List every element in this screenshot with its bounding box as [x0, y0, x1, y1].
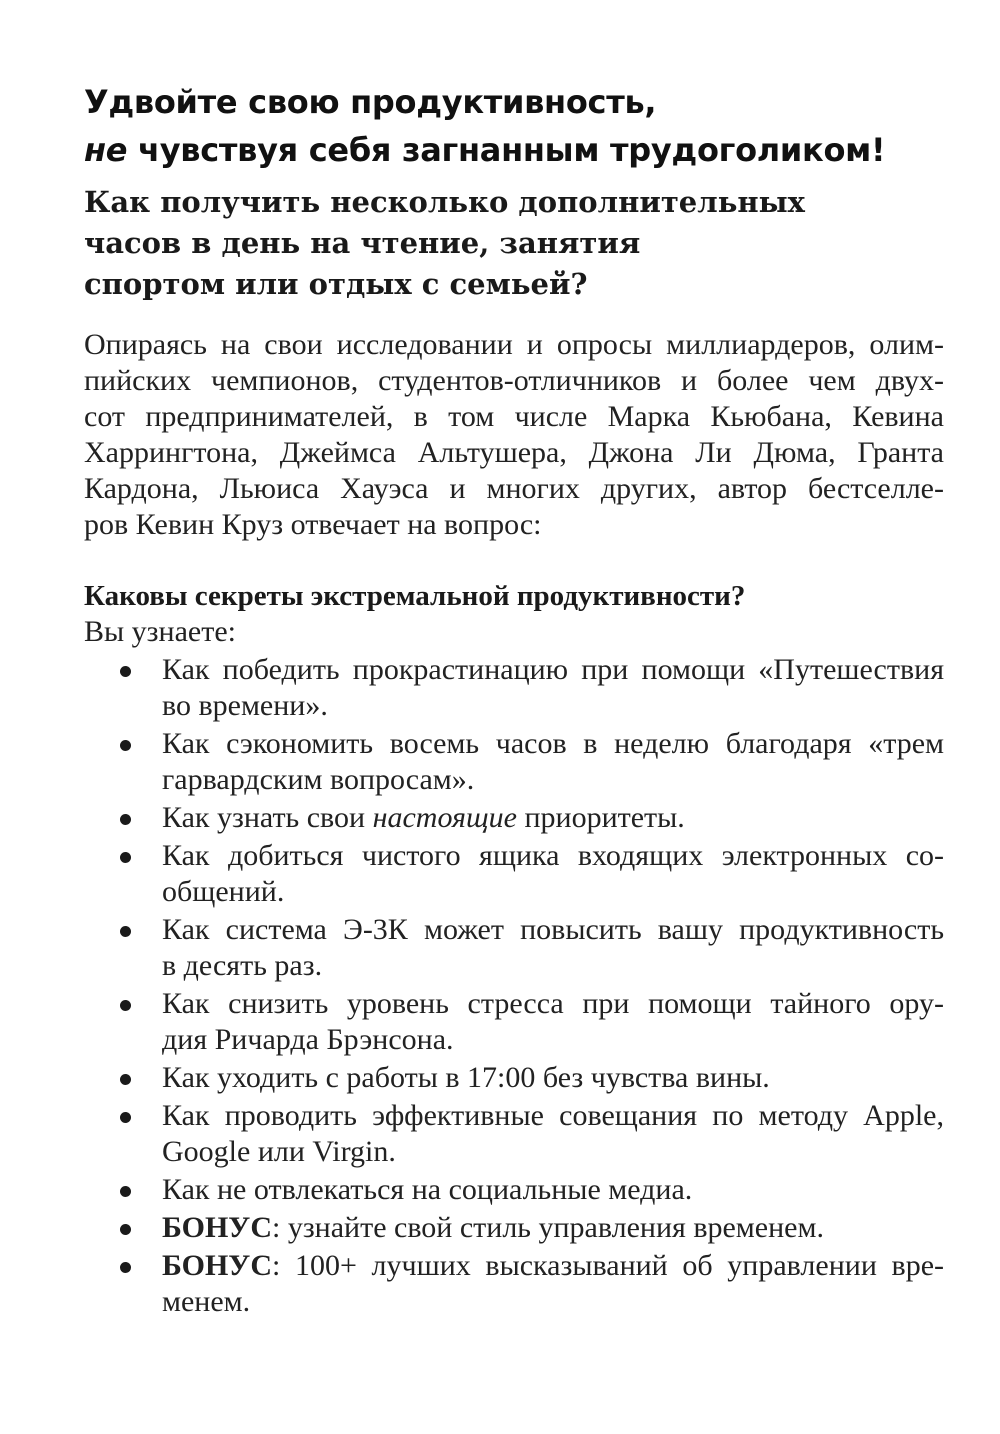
bullet-icon: [120, 1000, 131, 1011]
list-item-line-1: [162, 1248, 944, 1284]
bullet-icon: [120, 814, 131, 825]
headline-line-2-rest: чувствуя себя загнанным трудоголиком!: [127, 131, 886, 169]
bullet-icon: [120, 852, 131, 863]
subheadline: [84, 182, 944, 305]
learn-label: Вы узнаете:: [84, 615, 236, 648]
list-item: [120, 800, 944, 836]
list-item-line-2: Google или Virgin.: [162, 1135, 396, 1168]
list-item-line-1: Как система Э-3К может повысить вашу продуктивность: [162, 913, 944, 946]
list-item-line-1: Как уходить с работы в 17:00 без чувства вины.: [162, 1061, 770, 1094]
intro-line-4: Харрингтона, Джеймса Альтушера, Джона Ли Дюма, Гранта: [84, 436, 944, 469]
headline-emphasis: не: [84, 131, 128, 169]
list-item-line-2: во времени».: [162, 689, 328, 722]
list-item-line-2: в десять раз.: [162, 949, 323, 982]
list-item-text-pre: Как узнать свои: [162, 801, 373, 834]
list-item: [120, 1210, 944, 1246]
list-item-line-2: дия Ричарда Брэнсона.: [162, 1023, 454, 1056]
headline: [84, 78, 964, 174]
subheadline-line-3: спортом или отдых с семьей?: [84, 267, 588, 301]
bullet-icon: [120, 1112, 131, 1123]
list-item: [120, 1172, 944, 1208]
bonus-label: БОНУС: [162, 1249, 272, 1282]
list-item-line-1: Как сэкономить восемь часов в неделю благодаря «трем: [162, 727, 944, 760]
list-item-line-1: Как не отвлекаться на социальные медиа.: [162, 1173, 693, 1206]
list-item: [120, 1060, 944, 1096]
subheadline-line-1: Как получить несколько дополнительных: [84, 185, 805, 219]
list-item: [120, 726, 944, 798]
list-item-line-2: гарвардским вопросам».: [162, 763, 475, 796]
intro-line-6: ров Кевин Круз отвечает на вопрос:: [84, 508, 542, 541]
bullet-icon: [120, 1262, 131, 1273]
intro-line-5: Кардона, Льюиса Хауэса и многих других, автор бестселле-: [84, 472, 944, 505]
intro-line-3: сот предпринимателей, в том числе Марка Кьюбана, Кевина: [84, 400, 944, 433]
list-item: [120, 986, 944, 1058]
list-item-line-2: менем.: [162, 1285, 251, 1318]
list-item-line-1: Как снизить уровень стресса при помощи тайного ору-: [162, 987, 944, 1020]
list-item-text-post: приоритеты.: [516, 801, 685, 834]
bonus-label: БОНУС: [162, 1211, 272, 1244]
list-item-emphasis: настоящие: [372, 801, 517, 834]
bullet-icon: [120, 1224, 131, 1235]
list-item-line-1: [162, 1210, 944, 1246]
bullet-icon: [120, 1186, 131, 1197]
intro-line-1: Опираясь на свои исследовании и опросы миллиардеров, олим-: [84, 328, 944, 361]
list-item: [120, 652, 944, 724]
subheadline-line-2: часов в день на чтение, занятия: [84, 226, 641, 260]
intro-line-2: пийских чемпионов, студентов-отличников и более чем двух-: [84, 364, 944, 397]
list-item-line-1: Как добиться чистого ящика входящих электронных со-: [162, 839, 944, 872]
list-item: [120, 838, 944, 910]
list-item: [120, 1098, 944, 1170]
bullet-icon: [120, 1074, 131, 1085]
question-heading: Каковы секреты экстремальной продуктивности?: [84, 580, 746, 612]
list-item-text: : 100+ лучших высказываний об управлении вре-: [271, 1249, 944, 1282]
list-item-text: : узнайте свой стиль управления временем.: [271, 1211, 824, 1244]
list-item: [120, 1248, 944, 1320]
headline-line-2: [84, 126, 964, 174]
list-item-line-2: общений.: [162, 875, 285, 908]
list-item: [120, 912, 944, 984]
list-item-line-1: Как победить прокрастинацию при помощи «Путешествия: [162, 653, 944, 686]
list-item-line-1: Как проводить эффективные совещания по методу Apple,: [162, 1099, 944, 1132]
benefits-list: [120, 652, 944, 1322]
bullet-icon: [120, 926, 131, 937]
bullet-icon: [120, 666, 131, 677]
bullet-icon: [120, 740, 131, 751]
headline-line-1: Удвойте свою продуктивность,: [84, 83, 657, 121]
intro-paragraph: [84, 327, 944, 543]
list-item-line-1: [162, 800, 944, 836]
